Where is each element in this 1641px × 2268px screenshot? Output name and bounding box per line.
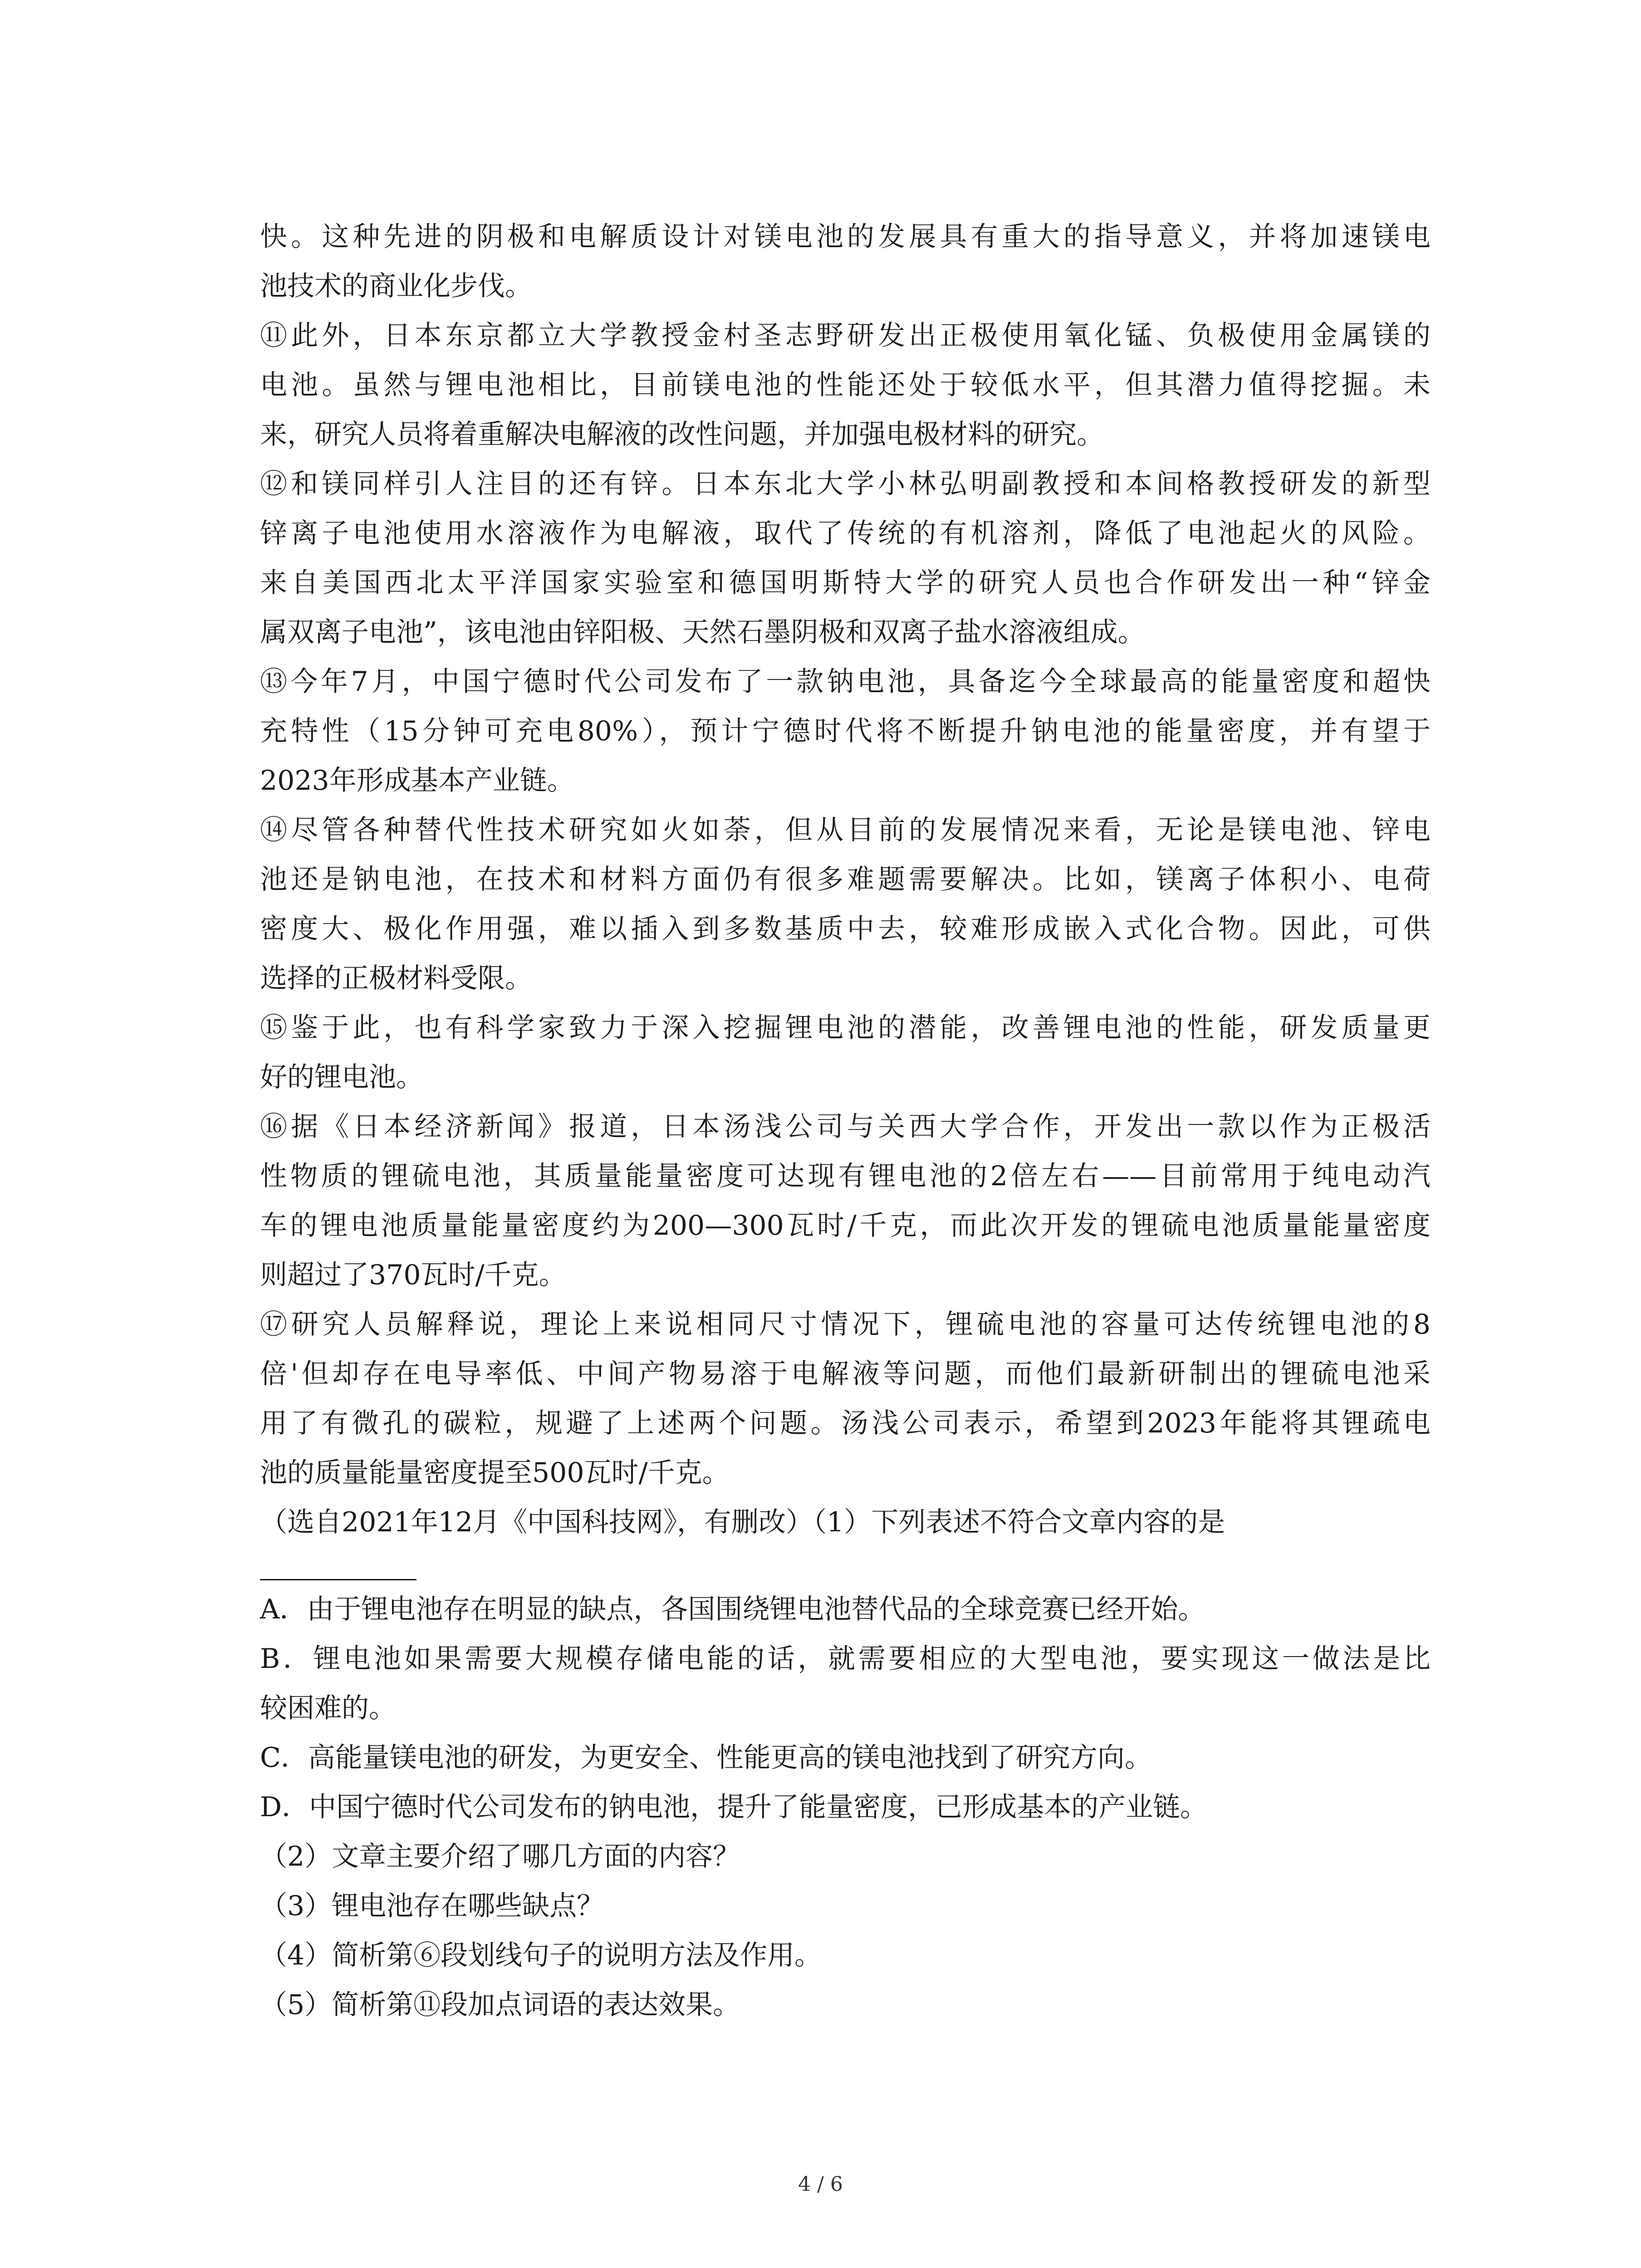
passage-line: 属双离子电池”，该电池由锌阳极、天然石墨阴极和双离子盐水溶液组成。 [260,616,1145,648]
passage-line: ⑫和镁同样引人注目的还有锌。日本东北大学小林弘明副教授和本间格教授研发的新型 [260,468,1430,500]
passage-line: 车的锂电池质量能量密度约为200—300瓦时/千克，而此次开发的锂硫电池质量能量密度 [260,1210,1430,1242]
option-c: C．高能量镁电池的研发，为更安全、性能更高的镁电池找到了研究方向。 [260,1742,1152,1774]
passage-line: 池的质量能量密度提至500瓦时/千克。 [260,1457,730,1489]
answer-blank [260,1579,416,1580]
passage-line: ⑰研究人员解释说，理论上来说相同尺寸情况下，锂硫电池的容量可达传统锂电池的8 [260,1309,1430,1340]
passage-line: 选择的正极材料受限。 [260,963,532,994]
passage-line: 锌离子电池使用水溶液作为电解液，取代了传统的有机溶剂，降低了电池起火的风险。 [260,518,1430,549]
option-a: A．由于锂电池存在明显的缺点，各国围绕锂电池替代品的全球竞赛已经开始。 [260,1593,1205,1625]
passage-line: 用了有微孔的碳粒，规避了上述两个问题。汤浅公司表示，希望到2023年能将其锂疏电 [260,1408,1430,1439]
passage-line: 密度大、极化作用强，难以插入到多数基质中去，较难形成嵌入式化合物。因此，可供 [260,913,1430,945]
passage-line: ⑬今年7月，中国宁德时代公司发布了一款钠电池，具备迄今全球最高的能量密度和超快 [260,666,1430,698]
passage-line: 来自美国西北太平洋国家实验室和德国明斯特大学的研究人员也合作研发出一种“锌金 [260,567,1430,599]
question-1-stem: （选自2021年12月《中国科技网》，有删改）（1）下列表述不符合文章内容的是 [260,1506,1225,1538]
passage-line: 池还是钠电池，在技术和材料方面仍有很多难题需要解决。比如，镁离子体积小、电荷 [260,864,1430,895]
passage-line: 电池。虽然与锂电池相比，目前镁电池的性能还处于较低水平，但其潜力值得挖掘。未 [260,369,1430,401]
passage-line: ⑪此外，日本东京都立大学教授金村圣志野研发出正极使用氧化锰、负极使用金属镁的 [260,320,1430,352]
question-5: （5）简析第⑪段加点词语的表达效果。 [260,1989,740,2021]
option-d: D．中国宁德时代公司发布的钠电池，提升了能量密度，已形成基本的产业链。 [260,1791,1208,1823]
passage-line: 倍'但却存在电导率低、中间产物易溶于电解液等问题，而他们最新研制出的锂硫电池采 [260,1358,1430,1390]
passage-line: ⑮鉴于此，也有科学家致力于深入挖掘锂电池的潜能，改善锂电池的性能，研发质量更 [260,1012,1430,1044]
passage-line: ⑯据《日本经济新闻》报道，日本汤浅公司与关西大学合作，开发出一款以作为正极活 [260,1111,1430,1143]
passage-line: 充特性（15分钟可充电80%），预计宁德时代将不断提升钠电池的能量密度，并有望于 [260,715,1430,747]
question-3: （3）锂电池存在哪些缺点？ [260,1890,604,1922]
options-list [260,1585,1430,1832]
questions-list [260,1832,1430,2030]
question-4: （4）简析第⑥段划线句子的说明方法及作用。 [260,1940,822,1971]
question-2: （2）文章主要介绍了哪几方面的内容？ [260,1841,740,1872]
passage-line: ⑭尽管各种替代性技术研究如火如荼，但从目前的发展情况来看，无论是镁电池、锌电 [260,814,1430,846]
passage-line: 来，研究人员将着重解决电解液的改性问题，并加强电极材料的研究。 [260,419,1104,450]
passage-line: 池技术的商业化步伐。 [260,270,532,302]
page-number: 4 / 6 [798,2173,843,2196]
passage-line: 2023年形成基本产业链。 [260,765,574,797]
passage-line: 快。这种先进的阴极和电解质设计对镁电池的发展具有重大的指导意义，并将加速镁电 [260,221,1430,253]
passage-line: 则超过了370瓦时/千克。 [260,1259,566,1291]
option-b: B．锂电池如果需要大规模存储电能的话，就需要相应的大型电池，要实现这一做法是比 [260,1643,1430,1675]
document-content [260,212,1430,2030]
passage [260,212,1430,1547]
option-b-continued: 较困难的。 [260,1692,396,1724]
passage-line: 好的锂电池。 [260,1061,423,1093]
passage-line: 性物质的锂硫电池，其质量能量密度可达现有锂电池的2倍左右——目前常用于纯电动汽 [260,1160,1430,1192]
spacer [260,1547,1430,1579]
